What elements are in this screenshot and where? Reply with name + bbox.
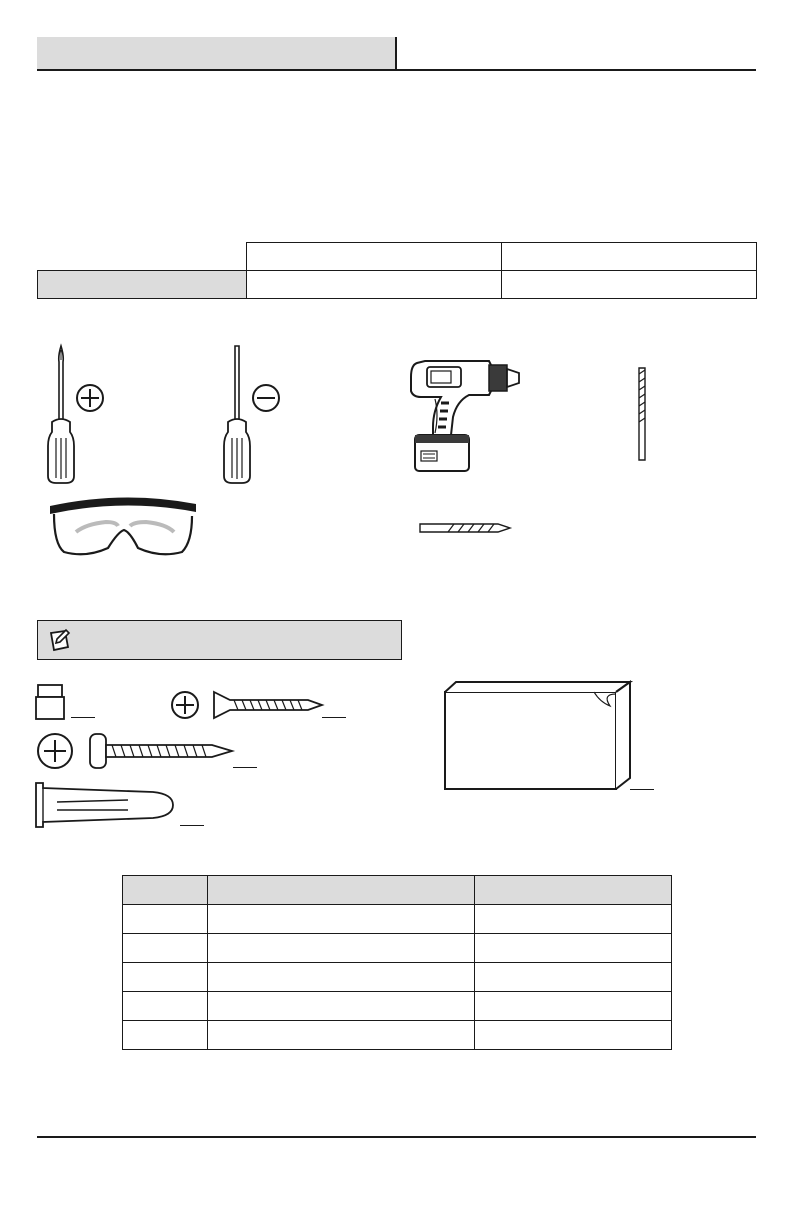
parts-col-header bbox=[123, 876, 208, 905]
parts-col-header bbox=[475, 876, 672, 905]
template-label-line bbox=[630, 789, 654, 790]
drill-bit-icon bbox=[634, 366, 650, 464]
spec-col-header bbox=[246, 243, 501, 271]
note-icon bbox=[47, 627, 73, 653]
table-cell bbox=[475, 905, 672, 934]
parts-col-header bbox=[208, 876, 475, 905]
power-drill-icon bbox=[405, 355, 525, 475]
template-icon bbox=[442, 680, 634, 792]
table-cell bbox=[475, 963, 672, 992]
pan-head-screw-icon bbox=[36, 730, 236, 772]
table-row bbox=[123, 934, 672, 963]
flat-screw-label-line bbox=[322, 717, 346, 718]
header-divider bbox=[395, 37, 397, 71]
masonry-bit-icon bbox=[418, 521, 512, 535]
hardware-banner bbox=[37, 620, 402, 660]
table-cell bbox=[123, 1021, 208, 1050]
safety-glasses-icon bbox=[46, 492, 201, 562]
header-rule bbox=[37, 69, 756, 71]
spec-corner bbox=[38, 243, 247, 271]
table-cell bbox=[123, 905, 208, 934]
anchor-label-line bbox=[180, 825, 204, 826]
table-cell bbox=[475, 1021, 672, 1050]
cap-icon bbox=[35, 683, 67, 721]
pan-screw-label-line bbox=[233, 767, 257, 768]
spec-cell bbox=[501, 271, 756, 299]
footer-rule bbox=[37, 1136, 756, 1138]
cap-label-line bbox=[71, 717, 95, 718]
table-cell bbox=[208, 934, 475, 963]
table-cell bbox=[123, 992, 208, 1021]
section-header-tab bbox=[37, 37, 395, 69]
spec-col-header bbox=[501, 243, 756, 271]
table-cell bbox=[123, 963, 208, 992]
flat-head-screw-icon bbox=[170, 688, 326, 722]
table-row bbox=[123, 905, 672, 934]
table-row bbox=[123, 1021, 672, 1050]
flathead-screwdriver-icon bbox=[210, 342, 290, 487]
parts-table bbox=[122, 875, 672, 1050]
table-cell bbox=[475, 934, 672, 963]
table-row bbox=[123, 963, 672, 992]
spec-cell bbox=[246, 271, 501, 299]
table-row bbox=[123, 992, 672, 1021]
table-cell bbox=[208, 963, 475, 992]
phillips-screwdriver-icon bbox=[34, 342, 114, 487]
spec-table bbox=[37, 242, 757, 299]
table-cell bbox=[208, 905, 475, 934]
wall-anchor-icon bbox=[33, 780, 178, 830]
table-cell bbox=[475, 992, 672, 1021]
table-cell bbox=[208, 992, 475, 1021]
table-cell bbox=[123, 934, 208, 963]
table-cell bbox=[208, 1021, 475, 1050]
spec-row-label bbox=[38, 271, 247, 299]
